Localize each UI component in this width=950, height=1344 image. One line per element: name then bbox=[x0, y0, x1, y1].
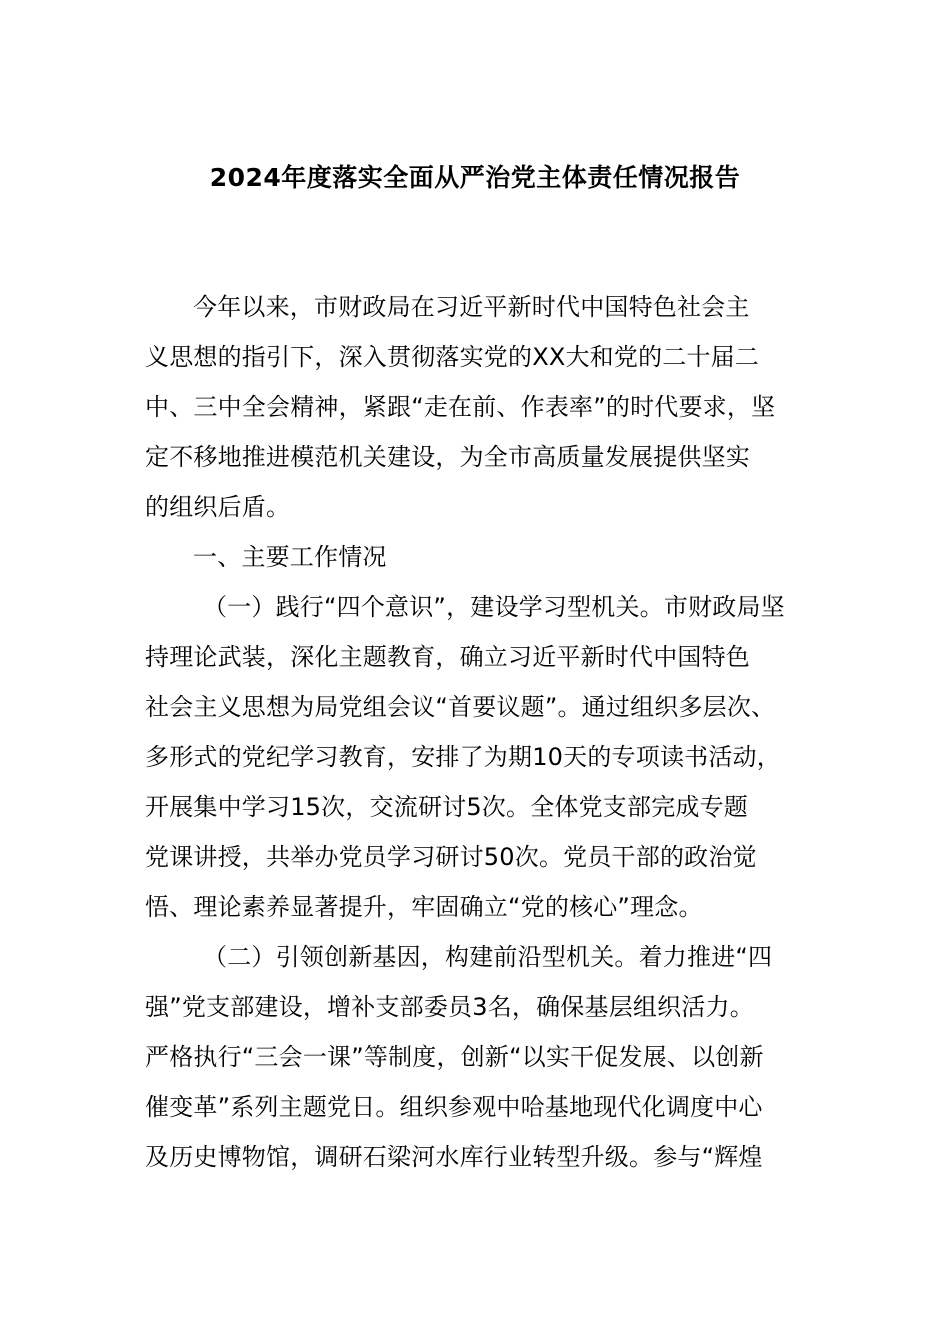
paragraph-line: 悟、理论素养显著提升，牢固确立“党的核心”理念。 bbox=[145, 893, 703, 921]
paragraph-line: 及历史博物馆，调研石梁河水库行业转型升级。参与“辉煌 bbox=[145, 1143, 763, 1171]
paragraph-line: 社会主义思想为局党组会议“首要议题”。通过组织多层次、 bbox=[145, 693, 776, 721]
paragraph-line: 持理论武装，深化主题教育，确立习近平新时代中国特色 bbox=[145, 643, 750, 671]
paragraph-line: 催变革”系列主题党日。组织参观中哈基地现代化调度中心 bbox=[145, 1093, 763, 1121]
section-heading: 一、主要工作情况 bbox=[193, 543, 387, 571]
paragraph-line: 严格执行“三会一课”等制度，创新“以实干促发展、以创新 bbox=[145, 1043, 764, 1071]
paragraph-line: 的组织后盾。 bbox=[145, 493, 291, 521]
paragraph-line: 定不移地推进模范机关建设，为全市高质量发展提供坚实 bbox=[145, 443, 750, 471]
paragraph-line: 党课讲授，共举办党员学习研讨50次。党员干部的政治觉 bbox=[145, 843, 757, 871]
paragraph-line: 多形式的党纪学习教育，安排了为期10天的专项读书活动， bbox=[145, 743, 781, 771]
paragraph-line: 开展集中学习15次，交流研讨5次。全体党支部完成专题 bbox=[145, 793, 749, 821]
paragraph-line: 中、三中全会精神，紧跟“走在前、作表率”的时代要求，坚 bbox=[145, 393, 776, 421]
paragraph-line: 义思想的指引下，深入贯彻落实党的XX大和党的二十届二 bbox=[145, 343, 760, 371]
paragraph-line: （一）践行“四个意识”，建设学习型机关。市财政局坚 bbox=[203, 593, 785, 621]
document-title: 2024年度落实全面从严治党主体责任情况报告 bbox=[209, 163, 741, 192]
paragraph-line: 强”党支部建设，增补支部委员3名，确保基层组织活力。 bbox=[145, 993, 754, 1021]
document-body bbox=[145, 282, 835, 1182]
paragraph-line: 今年以来，市财政局在习近平新时代中国特色社会主 bbox=[193, 293, 750, 321]
paragraph-line: （二）引领创新基因，构建前沿型机关。着力推进“四 bbox=[203, 943, 773, 971]
